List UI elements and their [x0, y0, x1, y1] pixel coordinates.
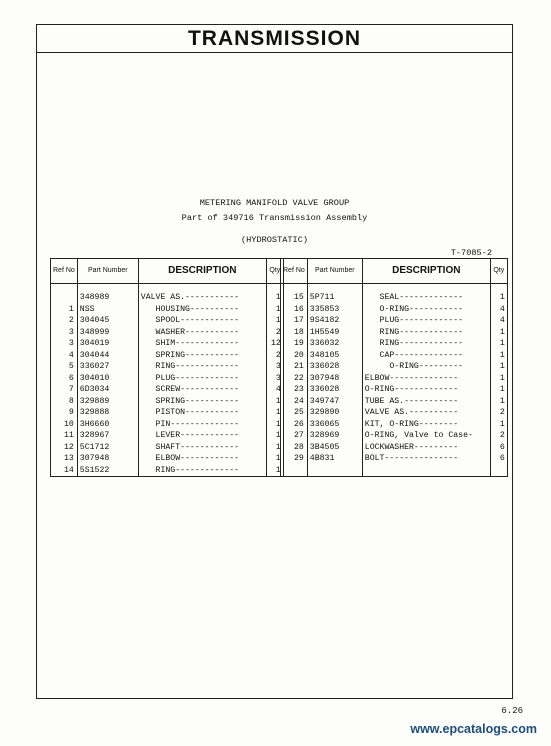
cell-desc: SPOOL------------ — [138, 315, 266, 327]
cell-ref: 2 — [51, 315, 78, 327]
table-row — [281, 338, 508, 350]
cell-qty: 1 — [266, 453, 283, 465]
cell-desc: HOUSING---------- — [138, 304, 266, 316]
table-row — [51, 430, 284, 442]
cell-desc: ELBOW------------ — [138, 453, 266, 465]
col-qty-header: Qty — [490, 259, 507, 284]
cell-qty — [490, 465, 507, 477]
cell-ref: 26 — [281, 419, 308, 431]
col-desc-header: DESCRIPTION — [138, 259, 266, 284]
cell-qty: 1 — [266, 442, 283, 454]
cell-ref: 18 — [281, 327, 308, 339]
cell-ref: 8 — [51, 396, 78, 408]
page-number: 6.26 — [501, 706, 523, 716]
cell-ref: 14 — [51, 465, 78, 477]
col-part-header: Part Number — [307, 259, 362, 284]
cell-desc: RING------------- — [362, 327, 490, 339]
col-part-header: Part Number — [77, 259, 138, 284]
table-row — [51, 315, 284, 327]
cell-part: 304010 — [77, 373, 138, 385]
table-row — [51, 396, 284, 408]
cell-ref: 3 — [51, 327, 78, 339]
parts-body-left — [51, 284, 284, 477]
table-row — [51, 350, 284, 362]
cell-ref: 17 — [281, 315, 308, 327]
cell-part: 304019 — [77, 338, 138, 350]
cell-ref: 28 — [281, 442, 308, 454]
cell-ref: 9 — [51, 407, 78, 419]
cell-desc: SPRING----------- — [138, 350, 266, 362]
table-row — [281, 327, 508, 339]
cell-ref: 23 — [281, 384, 308, 396]
cell-desc: O-RING----------- — [362, 304, 490, 316]
parts-table-right — [280, 258, 508, 477]
cell-desc: SPRING----------- — [138, 396, 266, 408]
cell-desc: O-RING------------- — [362, 384, 490, 396]
cell-desc: PIN-------------- — [138, 419, 266, 431]
cell-qty: 2 — [490, 407, 507, 419]
cell-qty: 3 — [266, 373, 283, 385]
cell-ref: 13 — [51, 453, 78, 465]
cell-qty: 1 — [490, 396, 507, 408]
cell-qty: 4 — [490, 315, 507, 327]
cell-qty: 1 — [266, 465, 283, 477]
cell-qty: 2 — [266, 350, 283, 362]
cell-part: 5S1522 — [77, 465, 138, 477]
cell-part: 348105 — [307, 350, 362, 362]
cell-part: 307948 — [77, 453, 138, 465]
cell-ref: 5 — [51, 361, 78, 373]
cell-desc: ELBOW-------------- — [362, 373, 490, 385]
cell-qty: 1 — [266, 407, 283, 419]
cell-part: 304045 — [77, 315, 138, 327]
table-row — [281, 292, 508, 304]
table-row — [281, 373, 508, 385]
watermark: www.epcatalogs.com — [410, 722, 537, 736]
cell-qty: 4 — [490, 304, 507, 316]
table-row — [51, 361, 284, 373]
assembly-subtitle: Part of 349716 Transmission Assembly — [181, 213, 368, 223]
cell-part: 9S4182 — [307, 315, 362, 327]
cell-desc: SEAL------------- — [362, 292, 490, 304]
cell-qty: 1 — [490, 361, 507, 373]
cell-part: 336032 — [307, 338, 362, 350]
cell-ref — [281, 465, 308, 477]
cell-qty: 1 — [266, 419, 283, 431]
cell-qty: 1 — [490, 384, 507, 396]
cell-qty: 6 — [490, 442, 507, 454]
cell-part: 348999 — [77, 327, 138, 339]
cell-part: 336027 — [77, 361, 138, 373]
table-row — [51, 327, 284, 339]
cell-ref: 29 — [281, 453, 308, 465]
cell-qty: 1 — [266, 292, 283, 304]
col-desc-header: DESCRIPTION — [362, 259, 490, 284]
cell-desc: KIT, O-RING-------- — [362, 419, 490, 431]
cell-ref: 24 — [281, 396, 308, 408]
cell-part: 336028 — [307, 361, 362, 373]
cell-desc: O-RING--------- — [362, 361, 490, 373]
group-title: METERING MANIFOLD VALVE GROUP — [199, 198, 350, 208]
cell-qty: 12 — [266, 338, 283, 350]
cell-desc: PISTON----------- — [138, 407, 266, 419]
cell-part: 307948 — [307, 373, 362, 385]
cell-ref: 11 — [51, 430, 78, 442]
cell-ref: 19 — [281, 338, 308, 350]
cell-qty: 2 — [266, 327, 283, 339]
cell-qty: 3 — [266, 361, 283, 373]
cell-desc — [362, 465, 490, 477]
cell-desc: RING------------- — [138, 361, 266, 373]
table-row — [281, 430, 508, 442]
cell-ref: 10 — [51, 419, 78, 431]
table-row — [281, 304, 508, 316]
cell-desc: RING------------- — [362, 338, 490, 350]
table-row — [281, 350, 508, 362]
cell-part: 329889 — [77, 396, 138, 408]
table-row — [281, 453, 508, 465]
col-qty-header: Qty — [266, 259, 283, 284]
table-row — [51, 338, 284, 350]
table-row — [281, 315, 508, 327]
cell-desc: SCREW------------ — [138, 384, 266, 396]
cell-desc: VALVE AS.---------- — [362, 407, 490, 419]
cell-ref: 20 — [281, 350, 308, 362]
cell-part: 328969 — [307, 430, 362, 442]
cell-ref: 3 — [51, 338, 78, 350]
cell-qty: 1 — [266, 304, 283, 316]
cell-part: 348989 — [77, 292, 138, 304]
cell-qty: 4 — [266, 384, 283, 396]
cell-qty: 1 — [490, 292, 507, 304]
cell-qty: 1 — [490, 350, 507, 362]
cell-desc: RING------------- — [138, 465, 266, 477]
cell-desc: CAP-------------- — [362, 350, 490, 362]
cell-part: 6D3034 — [77, 384, 138, 396]
table-row — [51, 373, 284, 385]
cell-desc: PLUG------------- — [138, 373, 266, 385]
cell-ref: 27 — [281, 430, 308, 442]
cell-desc: PLUG------------- — [362, 315, 490, 327]
cell-ref: 7 — [51, 384, 78, 396]
cell-qty: 2 — [490, 430, 507, 442]
cell-desc: SHIM------------- — [138, 338, 266, 350]
cell-ref: 15 — [281, 292, 308, 304]
table-row — [51, 465, 284, 477]
cell-ref: 16 — [281, 304, 308, 316]
cell-part: 349747 — [307, 396, 362, 408]
variant-label: (HYDROSTATIC) — [240, 235, 309, 245]
table-row — [51, 442, 284, 454]
cell-qty: 1 — [266, 430, 283, 442]
table-row — [51, 453, 284, 465]
table-row — [281, 384, 508, 396]
cell-ref: 6 — [51, 373, 78, 385]
cell-desc: BOLT--------------- — [362, 453, 490, 465]
figure-id: T-7085-2 — [450, 248, 492, 258]
page-title: TRANSMISSION — [37, 25, 512, 53]
table-row — [281, 419, 508, 431]
cell-desc: SHAFT------------ — [138, 442, 266, 454]
parts-table-left — [50, 258, 284, 477]
cell-ref: 12 — [51, 442, 78, 454]
cell-part: NSS — [77, 304, 138, 316]
table-row — [51, 304, 284, 316]
cell-part: 5C1712 — [77, 442, 138, 454]
col-ref-header: Ref No — [281, 259, 308, 284]
cell-ref: 25 — [281, 407, 308, 419]
cell-qty: 1 — [490, 327, 507, 339]
cell-qty: 6 — [490, 453, 507, 465]
table-row — [281, 396, 508, 408]
cell-desc: O-RING, Valve to Case- — [362, 430, 490, 442]
cell-part: 4B831 — [307, 453, 362, 465]
table-row — [51, 419, 284, 431]
cell-qty: 1 — [490, 338, 507, 350]
cell-part: 336028 — [307, 384, 362, 396]
cell-ref: 21 — [281, 361, 308, 373]
cell-part: 5P711 — [307, 292, 362, 304]
cell-qty: 1 — [490, 373, 507, 385]
cell-part: 329890 — [307, 407, 362, 419]
cell-part: 3B4505 — [307, 442, 362, 454]
cell-part: 329888 — [77, 407, 138, 419]
cell-part: 1H5549 — [307, 327, 362, 339]
cell-part: 328967 — [77, 430, 138, 442]
cell-qty: 1 — [490, 419, 507, 431]
table-row — [281, 361, 508, 373]
cell-ref: 22 — [281, 373, 308, 385]
cell-desc: VALVE AS.----------- — [138, 292, 266, 304]
cell-qty: 1 — [266, 315, 283, 327]
cell-ref — [51, 292, 78, 304]
cell-part: 304044 — [77, 350, 138, 362]
cell-desc: WASHER----------- — [138, 327, 266, 339]
table-row — [281, 407, 508, 419]
cell-qty: 1 — [266, 396, 283, 408]
table-row — [51, 407, 284, 419]
page-frame — [36, 24, 513, 699]
cell-part: 336065 — [307, 419, 362, 431]
cell-desc: TUBE AS.----------- — [362, 396, 490, 408]
cell-part: 3H6660 — [77, 419, 138, 431]
cell-ref: 1 — [51, 304, 78, 316]
cell-desc: LEVER------------ — [138, 430, 266, 442]
cell-part: 335853 — [307, 304, 362, 316]
col-ref-header: Ref No — [51, 259, 78, 284]
cell-ref: 4 — [51, 350, 78, 362]
cell-part — [307, 465, 362, 477]
cell-desc: LOCKWASHER--------- — [362, 442, 490, 454]
table-row — [51, 292, 284, 304]
table-row — [281, 442, 508, 454]
table-row — [51, 384, 284, 396]
table-row — [281, 465, 508, 477]
parts-body-right — [281, 284, 508, 477]
